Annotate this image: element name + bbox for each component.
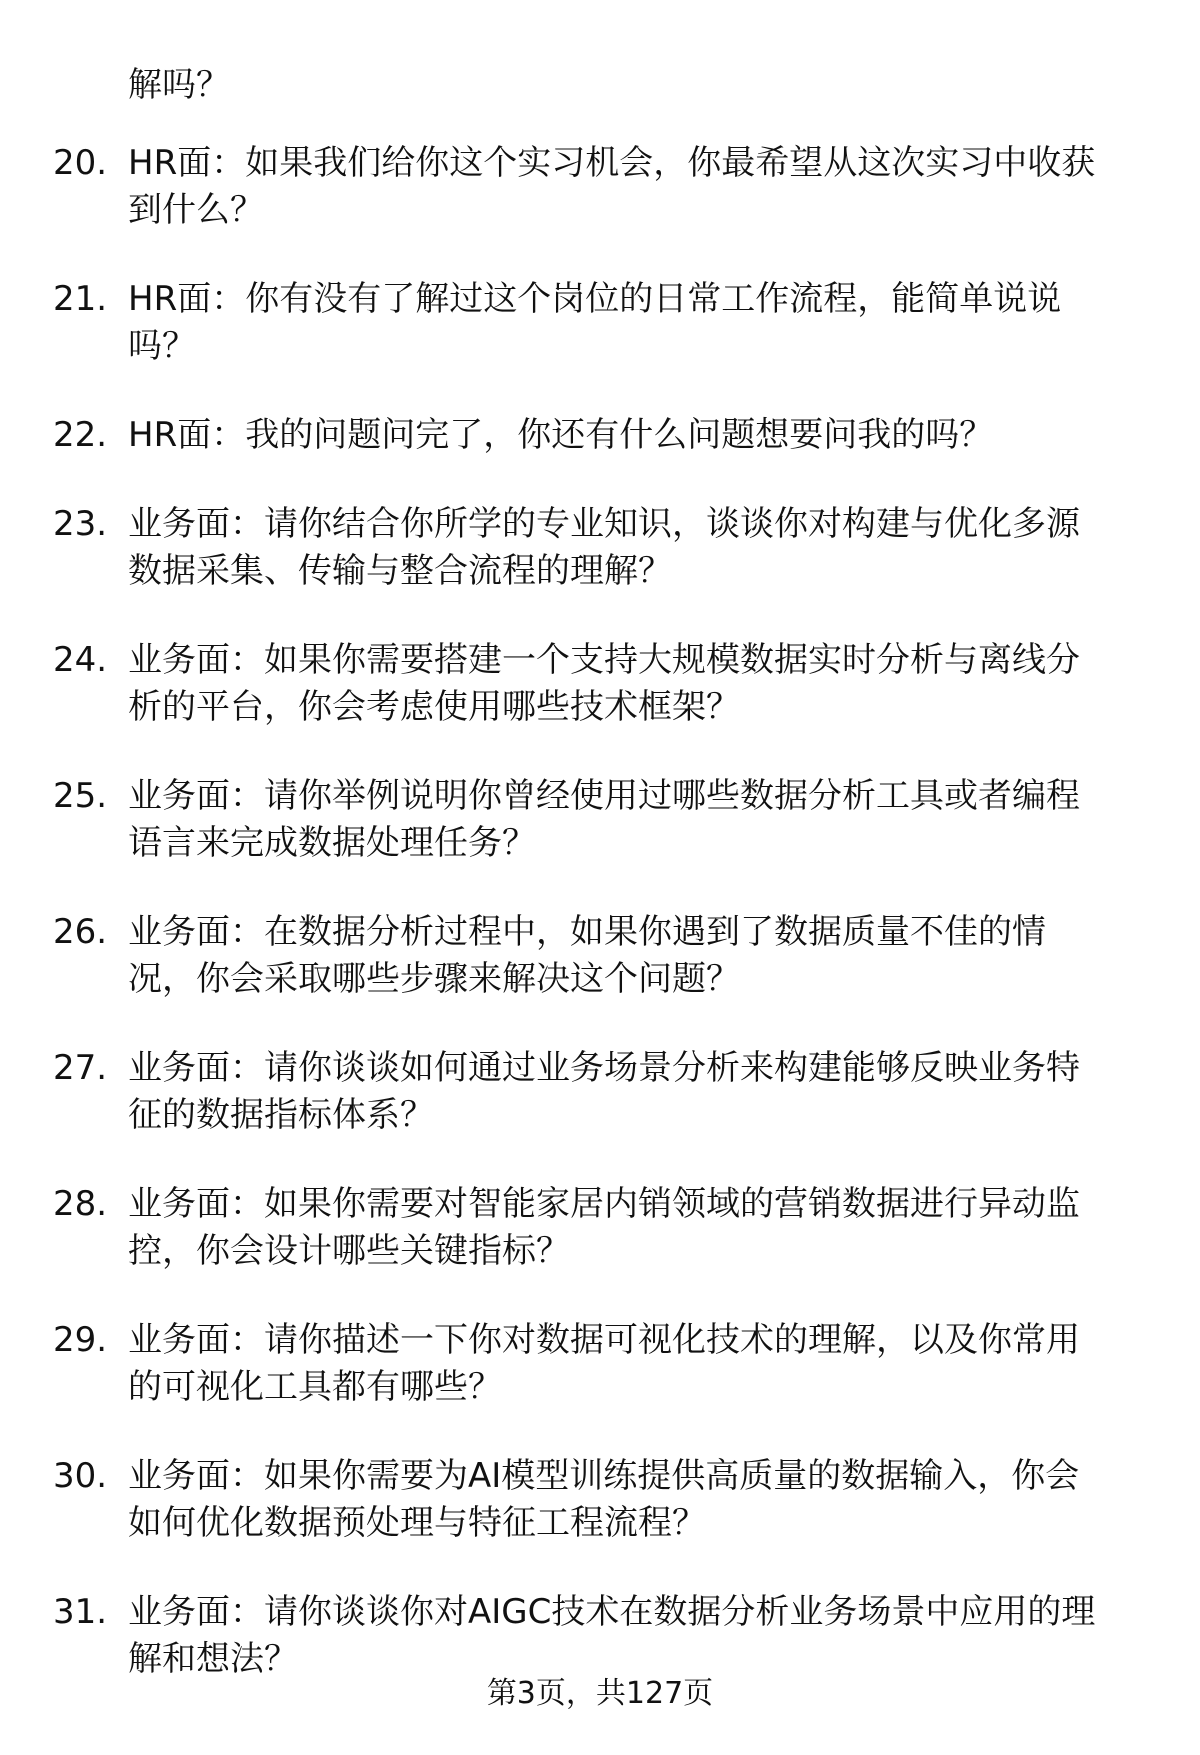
list-item: [0, 1453, 1200, 1547]
question-line: HR面：我的问题问完了，你还有什么问题想要问我的吗？: [128, 415, 994, 455]
question-line: 析的平台，你会考虑使用哪些技术框架？: [128, 687, 740, 727]
item-number: 31.: [53, 1592, 108, 1632]
question-line: 况，你会采取哪些步骤来解决这个问题？: [128, 959, 740, 999]
question-line: 到什么？: [128, 190, 264, 230]
continuation-text: 解吗？: [128, 65, 230, 105]
question-line: 业务面：如果你需要搭建一个支持大规模数据实时分析与离线分: [128, 640, 1080, 680]
question-line: 吗？: [128, 326, 196, 366]
item-number: 22.: [53, 415, 108, 455]
list-item: [0, 1181, 1200, 1275]
item-number: 28.: [53, 1184, 108, 1224]
list-item: [0, 276, 1200, 370]
item-number: 30.: [53, 1456, 108, 1496]
question-line: 业务面：请你谈谈如何通过业务场景分析来构建能够反映业务特: [128, 1048, 1080, 1088]
item-number: 29.: [53, 1320, 108, 1360]
list-item: [0, 412, 1200, 459]
question-text: [128, 1453, 1200, 1547]
question-line: 业务面：请你结合你所学的专业知识，谈谈你对构建与优化多源: [128, 504, 1080, 544]
list-item: [0, 1317, 1200, 1411]
list-item: [0, 501, 1200, 595]
question-text: [128, 1317, 1200, 1411]
question-line: 解和想法？: [128, 1639, 298, 1679]
item-number: 27.: [53, 1048, 108, 1088]
list-item: [0, 1045, 1200, 1139]
question-line: 征的数据指标体系？: [128, 1095, 434, 1135]
question-text: [128, 637, 1200, 731]
question-line: 的可视化工具都有哪些？: [128, 1367, 502, 1407]
list-item: [0, 637, 1200, 731]
question-text: [128, 1589, 1200, 1683]
question-line: 语言来完成数据处理任务？: [128, 823, 536, 863]
question-line: 如何优化数据预处理与特征工程流程？: [128, 1503, 706, 1543]
item-number: 25.: [53, 776, 108, 816]
question-line: 业务面：请你举例说明你曾经使用过哪些数据分析工具或者编程: [128, 776, 1080, 816]
item-number: 20.: [53, 143, 108, 183]
page-footer: 第3页，共127页: [486, 1676, 714, 1711]
question-text: [128, 1045, 1200, 1139]
list-item: [0, 773, 1200, 867]
question-line: 业务面：在数据分析过程中，如果你遇到了数据质量不佳的情: [128, 912, 1046, 952]
question-line: 业务面：请你描述一下你对数据可视化技术的理解，以及你常用: [128, 1320, 1080, 1360]
question-text: [128, 276, 1200, 370]
list-item: [0, 909, 1200, 1003]
question-text: [128, 773, 1200, 867]
item-number: 21.: [53, 279, 108, 319]
question-line: 业务面：请你谈谈你对AIGC技术在数据分析业务场景中应用的理: [128, 1592, 1096, 1632]
list-item: [0, 1589, 1200, 1683]
question-line: HR面：你有没有了解过这个岗位的日常工作流程，能简单说说: [128, 279, 1062, 319]
item-number: 26.: [53, 912, 108, 952]
list-item: [0, 140, 1200, 234]
question-text: [128, 412, 1200, 459]
question-text: [128, 501, 1200, 595]
question-line: 数据采集、传输与整合流程的理解？: [128, 551, 672, 591]
question-line: 业务面：如果你需要为AI模型训练提供高质量的数据输入，你会: [128, 1456, 1080, 1496]
question-line: HR面：如果我们给你这个实习机会，你最希望从这次实习中收获: [128, 143, 1096, 183]
item-number: 24.: [53, 640, 108, 680]
question-line: 控，你会设计哪些关键指标？: [128, 1231, 570, 1271]
question-text: [128, 1181, 1200, 1275]
item-number: 23.: [53, 504, 108, 544]
question-text: [128, 140, 1200, 234]
question-line: 业务面：如果你需要对智能家居内销领域的营销数据进行异动监: [128, 1184, 1080, 1224]
question-list: [0, 140, 1200, 1725]
question-text: [128, 909, 1200, 1003]
